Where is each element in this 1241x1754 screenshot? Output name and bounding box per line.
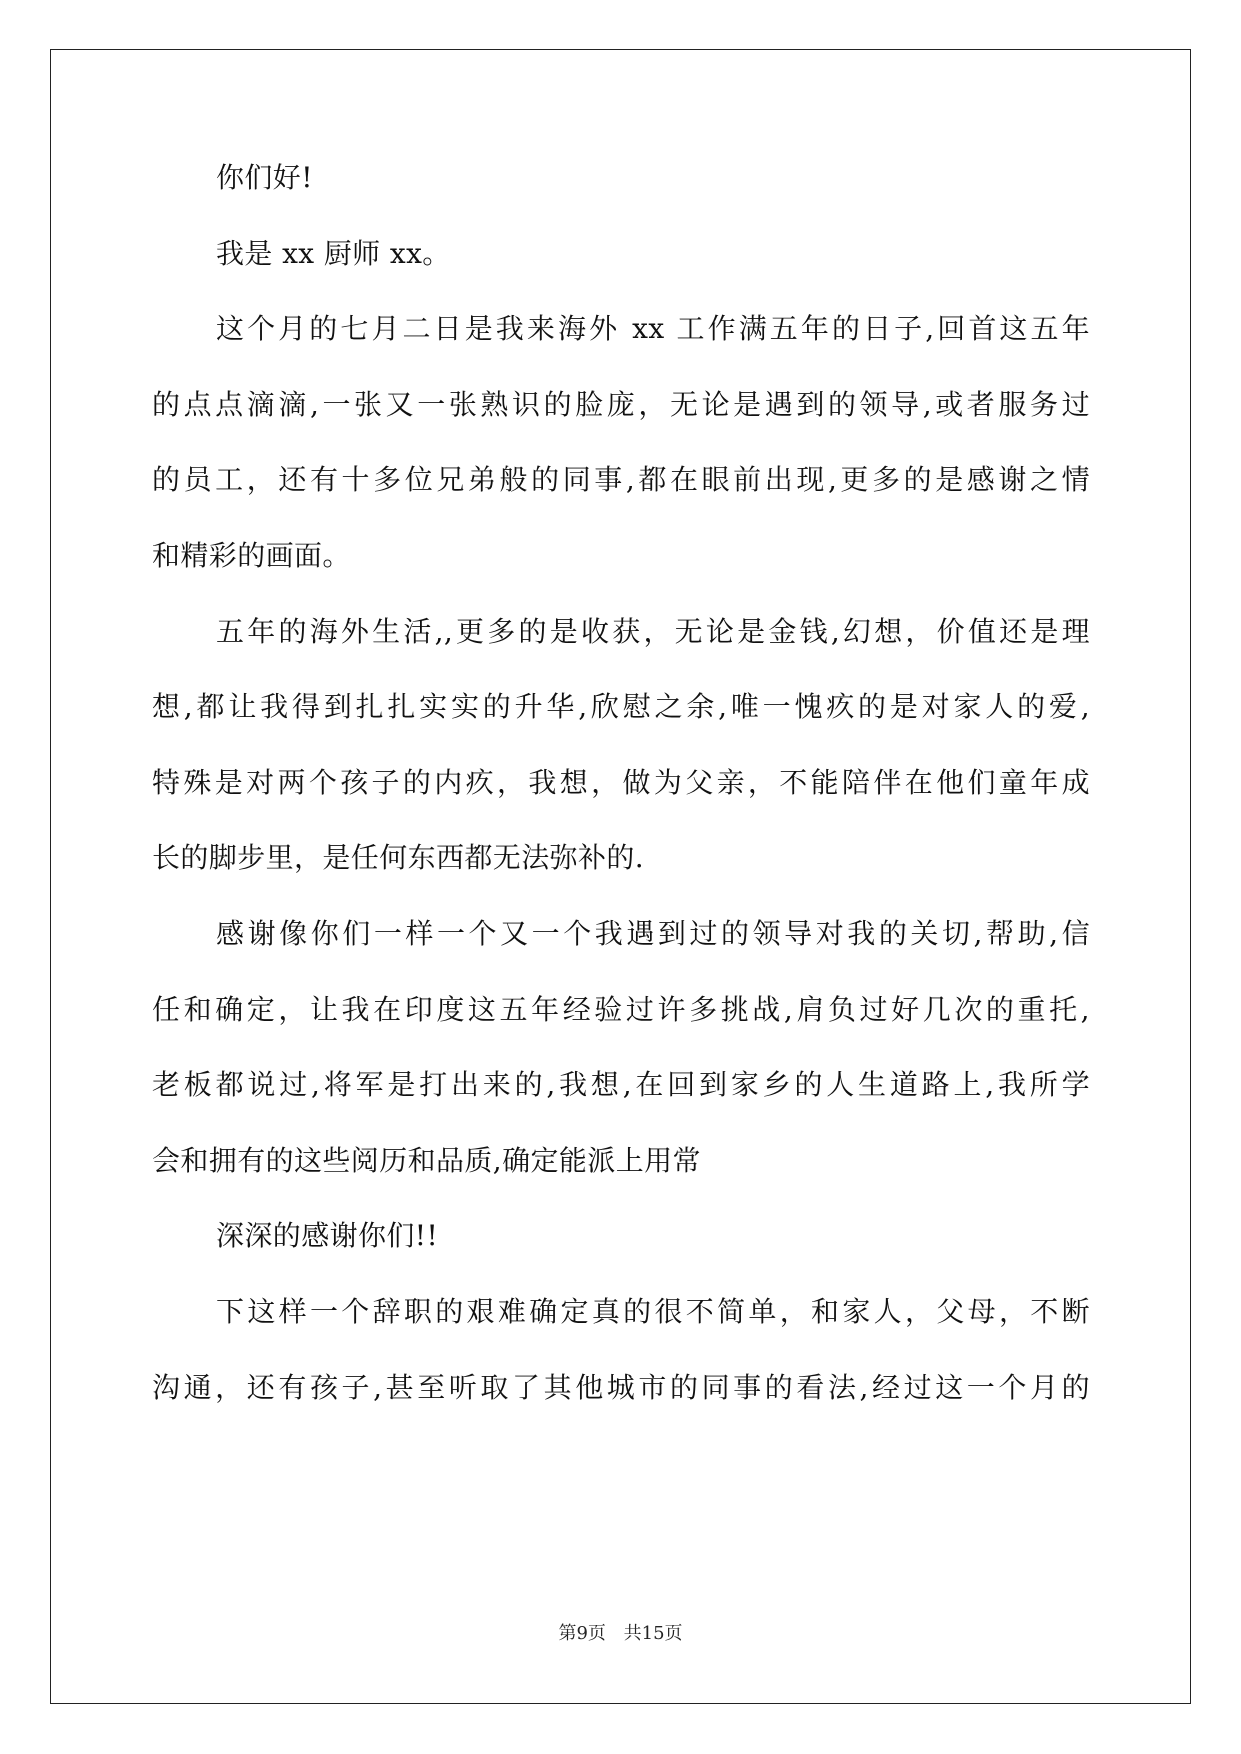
text-line: 深深的感谢你们!!	[216, 1219, 439, 1253]
page-number-current: 第9页	[558, 1623, 606, 1644]
text-line: 任和确定，让我在印度这五年经验过许多挑战,肩负过好几次的重托,	[152, 992, 1090, 1026]
text-line: 沟通，还有孩子,甚至听取了其他城市的同事的看法,经过这一个月的	[152, 1370, 1090, 1404]
text-line: 下这样一个辞职的艰难确定真的很不简单，和家人，父母，不断	[216, 1295, 1090, 1328]
text-line: 老板都说过,将军是打出来的,我想,在回到家乡的人生道路上,我所学	[152, 1068, 1090, 1102]
text-line: 你们好!	[216, 161, 313, 194]
text-line: 想,都让我得到扎扎实实的升华,欣慰之余,唯一愧疚的是对家人的爱,	[152, 690, 1090, 724]
text-line: 这个月的七月二日是我来海外 xx 工作满五年的日子,回首这五年	[216, 312, 1090, 346]
text-line: 长的脚步里，是任何东西都无法弥补的.	[152, 841, 645, 875]
text-line: 我是 xx 厨师 xx。	[216, 236, 451, 270]
text-line: 特殊是对两个孩子的内疚，我想，做为父亲，不能陪伴在他们童年成	[152, 765, 1090, 799]
text-line: 的点点滴滴,一张又一张熟识的脸庞，无论是遇到的领导,或者服务过	[152, 387, 1090, 421]
text-line: 五年的海外生活,,更多的是收获，无论是金钱,幻想，价值还是理	[216, 614, 1090, 648]
text-line: 感谢像你们一样一个又一个我遇到过的领导对我的关切,帮助,信	[216, 917, 1090, 950]
page-number-total: 共15页	[623, 1623, 683, 1644]
text-line: 会和拥有的这些阅历和品质,确定能派上用常	[152, 1143, 701, 1177]
text-line: 的员工，还有十多位兄弟般的同事,都在眼前出现,更多的是感谢之情	[152, 463, 1090, 497]
text-line: 和精彩的画面。	[152, 539, 351, 572]
page-footer	[0, 1622, 1241, 1646]
